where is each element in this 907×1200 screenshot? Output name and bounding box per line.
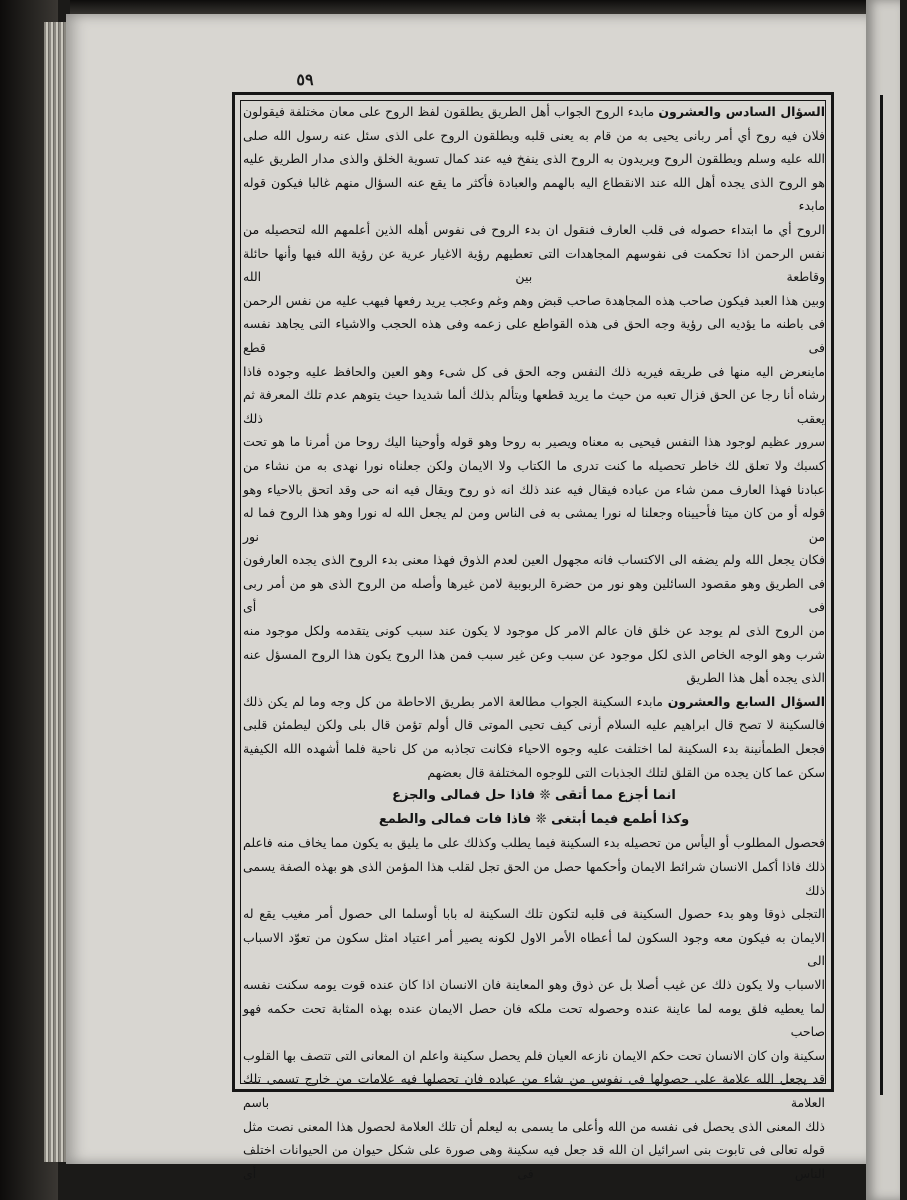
section-27-text: مابدء السكينة الجواب مطالعة الامر بطريق الاحاطة من كل وجه وما لم يكن ذلك فالسكينة لا تصح قال ابراهيم عليه السلام أرنى كيف تحيى الموتى قال أولم تؤمن قال بلى ولكن ليطمئن قلبى [243,693,825,733]
section-27-line: فحصول المطلوب أو اليأس من تحصيله بدء السكينة فيما يطلب وكذلك على ما يليق به يكون مما يخاف منه فاعلم ذلك فاذا أكمل الانسان شرائط الايمان وأحكمها حصل من الحق تجل لقلب هذا المؤمن الذى هو بهذه الصفة يسمى ذلك [243,835,825,898]
page-text [243,100,826,1181]
page-number: ٥٩ [296,70,314,89]
section-26-line [243,100,825,147]
poem-verse-1: انما أجزع مما أتقى ❊ فاذا حل فمالى والجزع [392,788,676,804]
section-27-line: ذلك المعنى الذى يحصل فى نفسه من الله وأعلى ما يسمى به ليعلم أن تلك العلامة لحصول هذا المعنى نصت مثل قوله تعالى فى تابوت بنى اسرائيل ان الله قد جعل فيه سكينة وهى صورة على شكل حيوان من الحيوانات اختلف الناس فى أى [243,1118,825,1181]
section-27-line: فجعل الطمأنينة بدء السكينة لما اختلفت عليه وجوه الاحياء فكانت تجاذبه من كل ناحية فلما أشهده الله الكيفية سكن عما كان يجده من القلق لتلك الجذبات التى للوجوه المختلفة قال بعضهم [243,741,825,780]
section-27-heading: السؤال السابع والعشرون [667,693,826,709]
section-27-line: سكينة وان كان الانسان تحت حكم الايمان نازعه العيان فلم يحصل سكينة واعلم ان المعانى التى تتصف بها القلوب قد يجعل الله علامة على حصولها فى نفوس من شاء من عباده فان تحصلها فيه علامات من خارج تسمى تلك العلامة باسم [243,1047,825,1110]
section-26-line: فكان يجعل الله ولم يضفه الى الاكتساب فانه مجهول العين لعدم الذوق فهذا معنى بدء الروح الذى يجده العارفون فى الطريق وهو مقصود السائلين وهو نور من حضرة الربوبية لامن غيرها وأصله من الروح الذى هو من أمر ربى فى أى [243,552,825,615]
section-26-line: الله عليه وسلم ويطلقون الروح ويريدون به الروح الذى ينفخ فيه عند كمال تسوية الخلق والذى مدار الطريق عليه هو الروح الذى يجده أهل الله عند الانقطاع اليه بالهمم والعبادة فأكثر ما يقع عنه السؤال منهم غالبا فيكون قوله مابدء [243,151,825,214]
section-26-line: من الروح الذى لم يوجد عن خلق فان عالم الامر كل موجود لا يكون عند سبب كونى يتقدمه ولكل موجود منه شرب وهو الوجه الخاص الذى لكل موجود عن سبب وعن غير سبب فمن هذا الروح يكون هذا الروح المسؤل عنه [243,623,825,662]
section-26-line: الذى يجده أهل هذا الطريق [686,670,825,686]
section-27-line: الاسباب ولا يكون ذلك عن غيب أصلا بل عن ذوق وهو المعاينة فان الانسان اذا كان عنده قوت يومه سكنت نفسه لما يعطيه فلق يومه لما عاينة عنده وحصوله تحت ملكه فان حصل الايمان عنده بهذه المثابة تحت حكمه فهو صاحب [243,976,825,1040]
facing-page-frame [880,95,907,1095]
section-26-line: ماينعرض اليه منها فى طريقه فيريه ذلك النفس وجه الحق فى كل شىء وهو العين والحافظ عليه وجوده فاذا رشاه أنا رجا عن الحق فزال تعبه من حيث ما يريد قطعها ويتألم بذلك ألما شديدا حيث يتوهم عدم تلك المعرفة ثم يعقب ذلك [243,363,825,426]
section-27-line [243,690,825,737]
section-26-line: وبين هذا العبد فيكون صاحب هذه المجاهدة صاحب قبض وهم وغم وعجب يريد رفعها فيهب عليه من نفس الرحمن فى باطنه ما يؤديه الى رؤية وجه الحق فى هذه القواطع على زعمه وفى هذه الحجب والاشياء التى يجاهد نفسه فى قطع [243,292,825,355]
section-26-line: سرور عظيم لوجود هذا النفس فيحيى به معناه ويصير به روحا وهو قوله وأوحينا اليك روحا من أمرنا ما هو تحت كسبك ولا تعلق لك خاطر تحصيله ما كنت تدرى ما الكتاب ولا الايمان ولكن جعلناه نورا نهدى به من نشاء من [243,434,825,473]
section-27-line: التجلى ذوقا وهو بدء حصول السكينة فى قلبه لتكون تلك السكينة له بابا أوسلما الى حصول أمر مغيب يقع له الايمان به فيكون معه وجود السكون لما أعطاه الأمر الاول لكونه يصير أمر اعتياد امثل سكون من تعوّد الاسباب الى [243,906,825,969]
section-26-line: عبادنا فهذا العارف ممن شاء من عباده فيقال فيه عند ذلك انه ذو روح ويقال فيه انه حى وقد اتحق بالاحياء وهو قوله أو من كان ميتا فأحييناه وجعلنا له نورا يمشى به فى الناس ومن لم يجعل الله له نورا وهو هذا الروح فما له من نور [243,481,825,544]
section-26-text: مابدء الروح الجواب أهل الطريق يطلقون لفظ الروح على معان مختلفة فيقولون فلان فيه روح أي أمر ربانى يحيى به من قام به يعنى قلبه ويطلقون الروح على الذى سئل عنه رسول الله صلى [243,104,825,143]
section-26-heading: السؤال السادس والعشرون [658,104,825,119]
poem-verse-2: وكذا أطمع فيما أبتغى ❊ فاذا فات فمالى والطمع [378,811,690,827]
section-26-line: الروح أي ما ابتداء حصوله فى قلب العارف فنقول ان بدء الروح فى نفوس أهله الذين أعلمهم الله لتحصيله من نفس الرحمن اذا تحكمت فى نفوسهم المجاهدات التى تعطيهم رؤية الاغيار عرية عن رؤية الله فيها وأنها حائلة وقاطعة بين الله [243,221,825,285]
facing-page-edge [866,0,900,1200]
